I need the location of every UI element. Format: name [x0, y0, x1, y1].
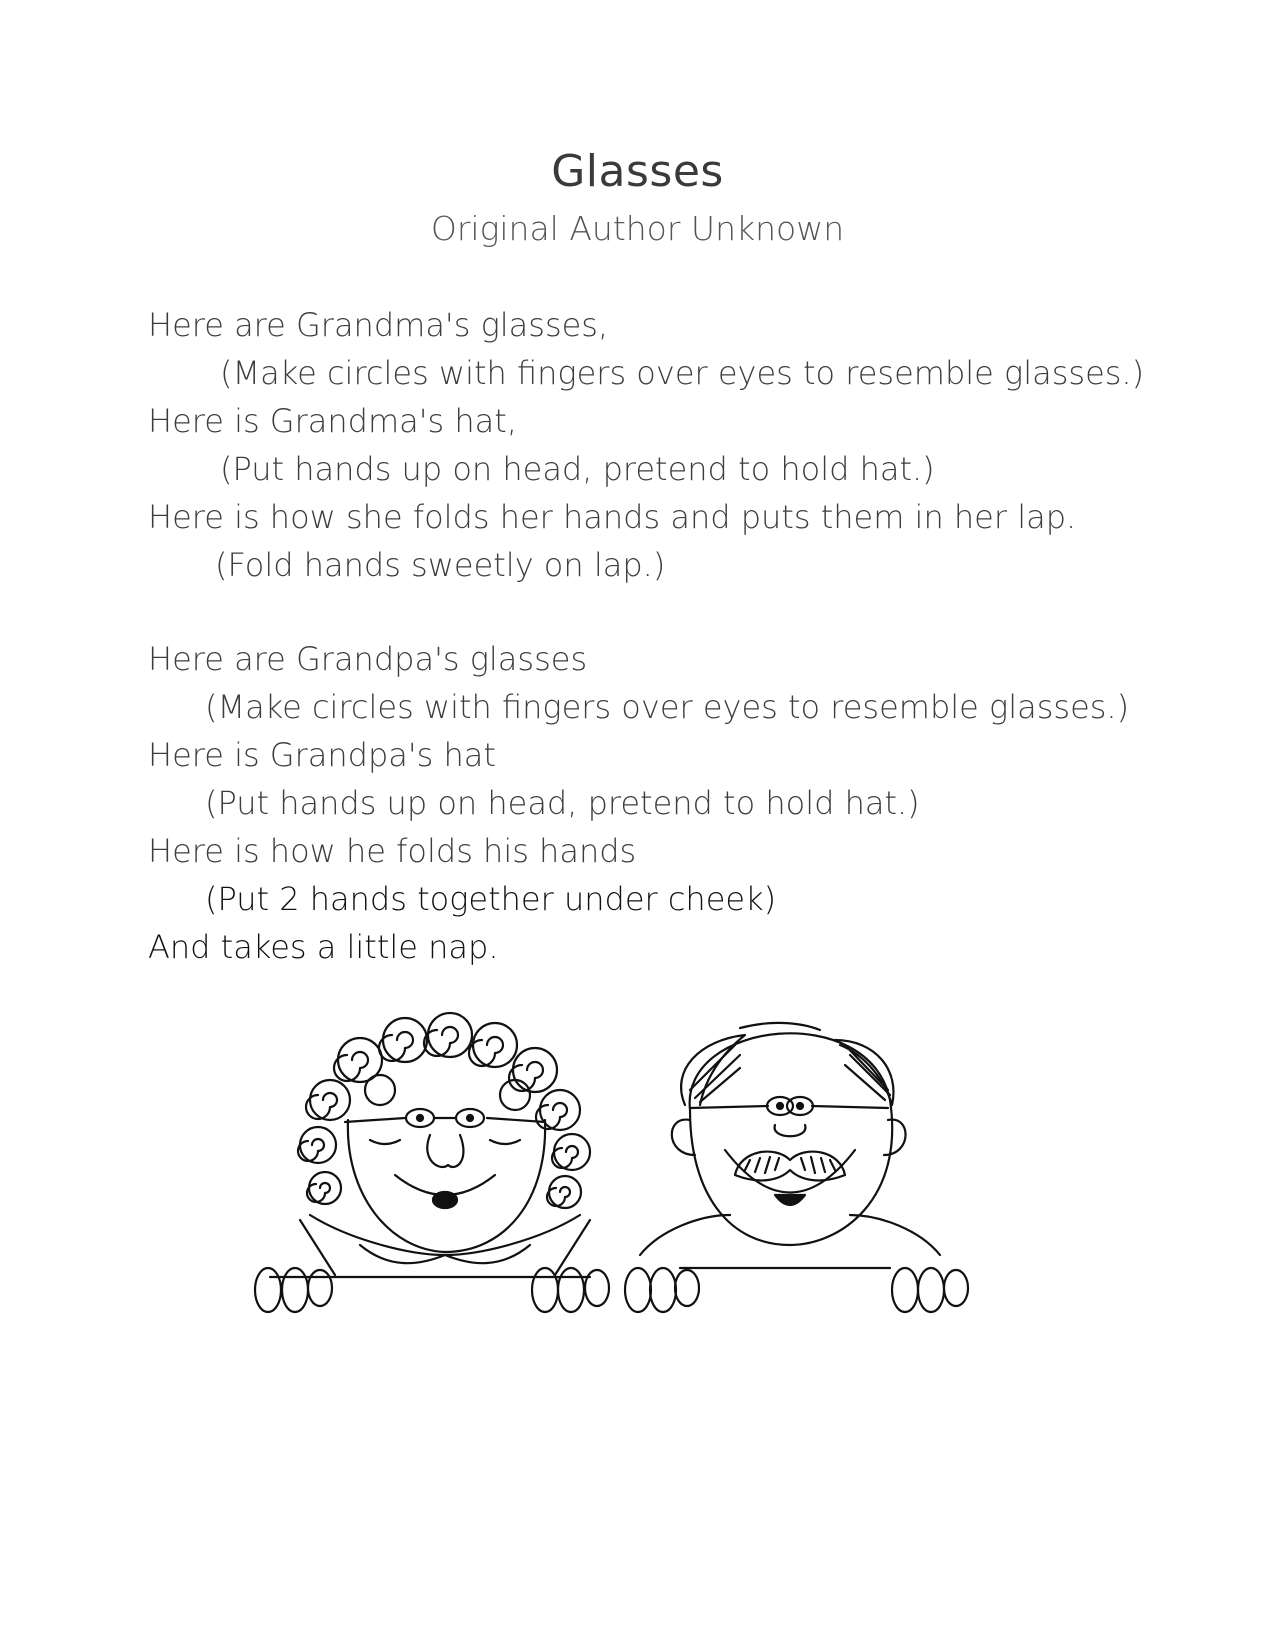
- page-title: Glasses: [551, 146, 724, 197]
- poem-direction: (Make circles with fingers over eyes to resemble glasses.): [220, 354, 1145, 392]
- poem-line: And takes a little nap.: [148, 928, 499, 966]
- poem-line: Here is how he folds his hands: [148, 832, 637, 870]
- grandpa-face: [690, 1033, 893, 1245]
- poem-line: Here are Grandma's glasses,: [148, 306, 609, 344]
- poem-direction: (Put 2 hands together under cheek): [205, 880, 777, 918]
- poem-direction: (Make circles with fingers over eyes to resemble glasses.): [205, 688, 1130, 726]
- poem-direction: (Put hands up on head, pretend to hold hat.): [220, 450, 935, 488]
- poem-line: Here is Grandpa's hat: [148, 736, 496, 774]
- poem-direction: (Fold hands sweetly on lap.): [215, 546, 666, 584]
- poem-line: Here are Grandpa's glasses: [148, 640, 588, 678]
- grandma-face: [348, 1120, 545, 1252]
- grandpa-figure: [625, 1023, 968, 1312]
- grandma-figure: [255, 1013, 609, 1312]
- poem-direction: (Put hands up on head, pretend to hold hat.): [205, 784, 920, 822]
- page-author: Original Author Unknown: [430, 209, 845, 248]
- grandpa-moustache: [735, 1152, 845, 1181]
- grandpa-hands: [625, 1268, 968, 1312]
- grandma-hair: [298, 1013, 590, 1208]
- poem-line: Here is Grandma's hat,: [148, 402, 517, 440]
- poem-line: Here is how she folds her hands and puts them in her lap.: [148, 498, 1077, 536]
